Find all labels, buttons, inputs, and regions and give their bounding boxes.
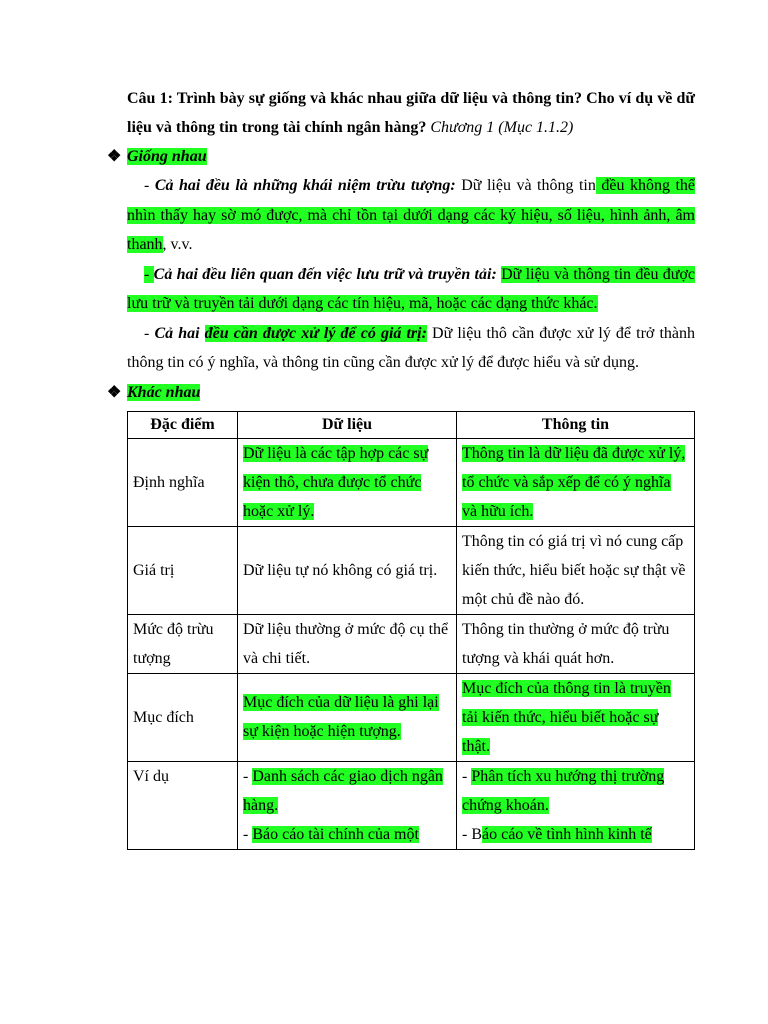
feature-cell: Định nghĩa bbox=[128, 438, 238, 526]
section-heading-different: ❖ Khác nhau bbox=[107, 378, 675, 407]
document-page bbox=[107, 84, 696, 850]
info-cell: Mục đích của thông tin là truyền tải kiến thức, hiểu biết hoặc sự thật. bbox=[457, 673, 695, 761]
header-info: Thông tin bbox=[457, 411, 695, 438]
diamond-bullet-icon: ❖ bbox=[107, 383, 122, 401]
data-cell: Dữ liệu là các tập hợp các sự kiện thô, chưa được tổ chức hoặc xử lý. bbox=[238, 438, 457, 526]
data-cell: Dữ liệu tự nó không có giá trị. bbox=[238, 526, 457, 614]
section-heading-similar: ❖ Giống nhau bbox=[107, 142, 675, 171]
similar-item-3: - Cả hai đều cần được xử lý để có giá trị: Dữ liệu thô cần được xử lý để trở thành thông tin có ý nghĩa, và thông tin cũng cần được xử lý để được hiểu và sử dụng. bbox=[127, 324, 696, 371]
table-header-row bbox=[128, 411, 695, 438]
info-cell: Thông tin thường ở mức độ trừu tượng và khái quát hơn. bbox=[457, 614, 695, 673]
info-cell: Thông tin là dữ liệu đã được xử lý, tổ chức và sắp xếp để có ý nghĩa và hữu ích. bbox=[457, 438, 695, 526]
info-cell: - Phân tích xu hướng thị trường chứng khoán. - Báo cáo về tình hình kinh tế bbox=[457, 761, 695, 849]
question-title bbox=[127, 84, 695, 142]
table-row bbox=[128, 438, 695, 526]
table-row bbox=[128, 526, 695, 614]
feature-cell: Ví dụ bbox=[128, 761, 238, 849]
feature-cell: Mục đích bbox=[128, 673, 238, 761]
data-cell: - Danh sách các giao dịch ngân hàng. - Báo cáo tài chính của một bbox=[238, 761, 457, 849]
similar-item-2: - Cả hai đều liên quan đến việc lưu trữ và truyền tải: Dữ liệu và thông tin đều được lưu trữ và truyền tải dưới dạng các tín hiệu, mã, hoặc các dạng thức khác. bbox=[127, 265, 696, 312]
table-row bbox=[128, 673, 695, 761]
feature-cell: Mức độ trừu tượng bbox=[128, 614, 238, 673]
feature-cell: Giá trị bbox=[128, 526, 238, 614]
info-cell: Thông tin có giá trị vì nó cung cấp kiến thức, hiểu biết hoặc sự thật về một chủ đề nào đó. bbox=[457, 526, 695, 614]
chapter-reference: Chương 1 (Mục 1.1.2) bbox=[426, 119, 574, 136]
header-feature: Đặc điểm bbox=[128, 411, 238, 438]
header-data: Dữ liệu bbox=[238, 411, 457, 438]
similar-item-1: - Cả hai đều là những khái niệm trừu tượng: Dữ liệu và thông tin đều không thể nhìn thấy hay sờ mó được, mà chỉ tồn tại dưới dạng các ký hiệu, số liệu, hình ảnh, âm thanh, v.v. bbox=[127, 177, 696, 253]
data-cell: Dữ liệu thường ở mức độ cụ thể và chi tiết. bbox=[238, 614, 457, 673]
comparison-table bbox=[127, 411, 695, 850]
data-cell: Mục đích của dữ liệu là ghi lại sự kiện hoặc hiện tượng. bbox=[238, 673, 457, 761]
table-row bbox=[128, 614, 695, 673]
table-row bbox=[128, 761, 695, 849]
question-text: Câu 1: Trình bày sự giống và khác nhau giữa dữ liệu và thông tin? Cho ví dụ về dữ liệu và thông tin trong tài chính ngân hàng? bbox=[127, 90, 695, 136]
diamond-bullet-icon: ❖ bbox=[107, 148, 122, 165]
